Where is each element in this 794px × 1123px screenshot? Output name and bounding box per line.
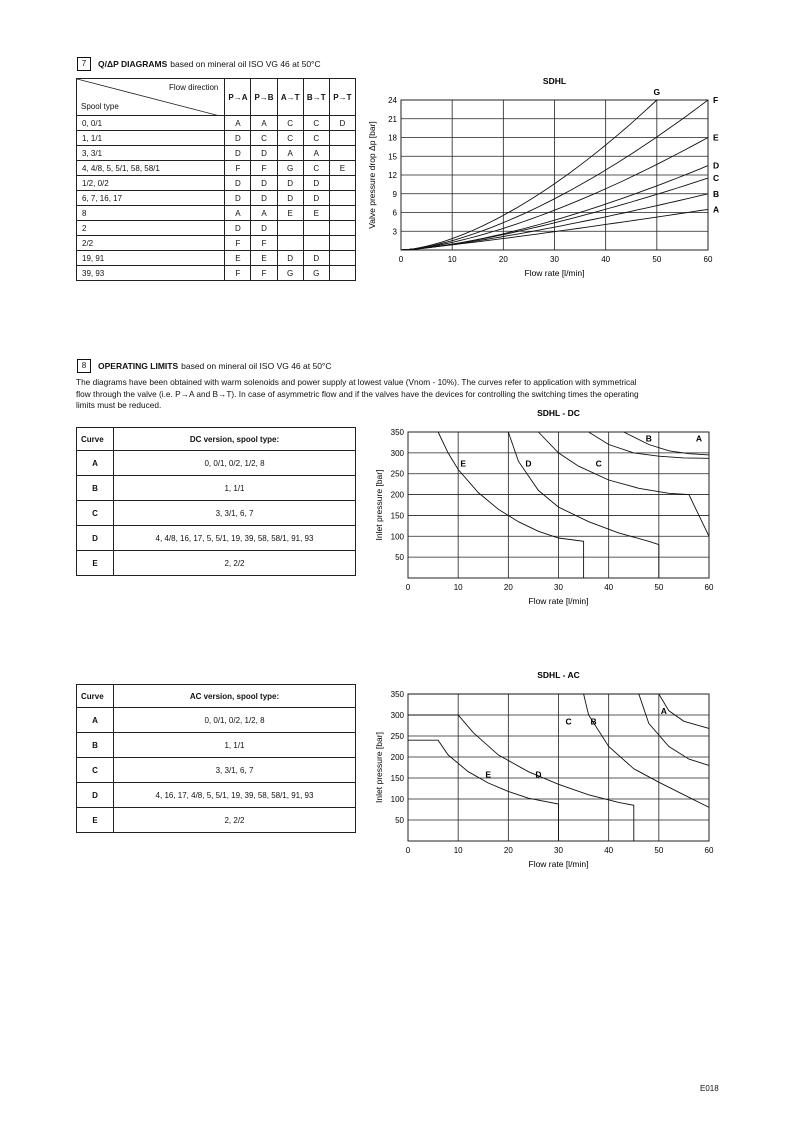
curve-label: E	[713, 132, 719, 143]
x-tick-label: 50	[654, 846, 664, 855]
y-axis-label: Inlet pressure [bar]	[374, 469, 384, 541]
curve-cell: D	[225, 131, 251, 146]
x-axis-label: Flow rate [l/min]	[528, 859, 589, 869]
y-tick-label: 150	[390, 774, 404, 783]
curve-label: C	[595, 458, 602, 469]
spool-type-cell: 2/2	[77, 236, 225, 251]
note-line: flow through the valve (i.e. P→A and B→T). In case of asymmetric flow and if the valves have the devices for controlling the switching times the operating	[76, 388, 639, 399]
chart-title: SDHL	[542, 76, 567, 86]
curve-cell: D	[251, 221, 277, 236]
x-tick-label: 50	[652, 255, 662, 264]
sdhl-chart	[360, 70, 730, 285]
y-tick-label: 250	[390, 732, 404, 741]
curve-cell: D	[277, 191, 303, 206]
table-row	[77, 161, 356, 176]
curve-cell: G	[277, 161, 303, 176]
y-tick-label: 300	[390, 448, 404, 458]
section-number: 7	[77, 57, 91, 71]
curve-header: Curve	[77, 428, 114, 451]
table-row	[77, 266, 356, 281]
spool-type-cell: 1/2, 0/2	[77, 176, 225, 191]
page-code: E018	[700, 1084, 719, 1093]
curve-cell: G	[277, 266, 303, 281]
x-tick-label: 10	[453, 583, 463, 592]
note-line: limits must be reduced.	[76, 400, 162, 410]
table-row	[77, 146, 356, 161]
y-tick-label: 150	[390, 511, 404, 521]
curve-label: C	[713, 173, 720, 184]
curve-cell	[329, 176, 355, 191]
x-tick-label: 40	[604, 846, 614, 855]
curve-cell: D	[225, 146, 251, 161]
table-row	[77, 191, 356, 206]
flow-direction-table	[76, 78, 356, 281]
table-header-row	[77, 79, 356, 116]
spool-type-cell: 39, 93	[77, 266, 225, 281]
curve-letter: E	[77, 551, 114, 576]
curve-label: B	[590, 716, 597, 727]
curve-letter: D	[77, 526, 114, 551]
curve-cell: A	[225, 206, 251, 221]
curve-letter: A	[77, 708, 114, 733]
curve-letter: C	[77, 758, 114, 783]
curve-cell: E	[277, 206, 303, 221]
column-header: P→B	[251, 79, 277, 116]
spool-list: 4, 4/8, 16, 17, 5, 5/1, 19, 39, 58, 58/1, 91, 93	[114, 526, 356, 551]
curve-cell: F	[225, 161, 251, 176]
spool-list: 4, 16, 17, 4/8, 5, 5/1, 19, 39, 58, 58/1, 91, 93	[114, 783, 356, 808]
x-tick-label: 0	[405, 846, 411, 855]
spool-type-cell: 0, 0/1	[77, 116, 225, 131]
table-body	[77, 451, 356, 576]
column-header: A→T	[277, 79, 303, 116]
curve-letter: B	[77, 476, 114, 501]
table-row	[77, 236, 356, 251]
column-header: P→A	[225, 79, 251, 116]
x-tick-label: 10	[447, 255, 457, 264]
curve-cell: A	[303, 146, 329, 161]
curve-letter: C	[77, 501, 114, 526]
curve-cell: D	[225, 221, 251, 236]
corner-top-label: Flow direction	[169, 83, 219, 92]
table-row	[77, 733, 356, 758]
curve-cell: F	[251, 161, 277, 176]
y-tick-label: 18	[388, 133, 397, 143]
curve-cell: A	[277, 146, 303, 161]
x-tick-label: 30	[550, 255, 559, 264]
table-row	[77, 131, 356, 146]
column-header: P→T	[329, 79, 355, 116]
curve-letter: A	[77, 451, 114, 476]
y-tick-label: 9	[392, 189, 397, 199]
y-tick-label: 100	[390, 795, 404, 804]
curve-label: A	[695, 433, 703, 444]
x-tick-label: 40	[604, 583, 614, 592]
curve-cell: G	[303, 266, 329, 281]
table-row	[77, 116, 356, 131]
table-row	[77, 783, 356, 808]
y-tick-label: 50	[395, 816, 404, 825]
y-axis-label: Valve pressure drop Δp [bar]	[367, 121, 377, 229]
curve-e	[408, 740, 559, 841]
table-row	[77, 451, 356, 476]
column-header: B→T	[303, 79, 329, 116]
curve-label: G	[653, 87, 661, 97]
curve-cell: D	[303, 251, 329, 266]
curve-header: Curve	[77, 685, 114, 708]
y-tick-label: 3	[392, 227, 397, 237]
spool-list: 3, 3/1, 6, 7	[114, 758, 356, 783]
curve-cell	[329, 146, 355, 161]
curve-cell: C	[251, 131, 277, 146]
curve-label: D	[525, 458, 532, 469]
y-tick-label: 24	[388, 96, 397, 105]
y-tick-label: 250	[390, 469, 404, 479]
curve-cell: C	[303, 116, 329, 131]
curve-cell: C	[303, 161, 329, 176]
curve-cell: D	[251, 146, 277, 161]
y-tick-label: 21	[388, 114, 397, 124]
table-row	[77, 758, 356, 783]
corner-bottom-label: Spool type	[81, 102, 119, 111]
curve-c	[538, 432, 709, 536]
section-8-header	[77, 359, 331, 373]
spool-list: 3, 3/1, 6, 7	[114, 501, 356, 526]
y-tick-label: 12	[388, 171, 397, 180]
curve-label: B	[645, 433, 652, 444]
spool-type-cell: 1, 1/1	[77, 131, 225, 146]
y-tick-label: 300	[390, 711, 404, 720]
table-body	[77, 116, 356, 281]
table-row	[77, 221, 356, 236]
section-subtitle: based on mineral oil ISO VG 46 at 50°C	[181, 361, 332, 371]
curve-cell	[329, 131, 355, 146]
x-tick-label: 30	[554, 846, 563, 855]
table-body	[77, 708, 356, 833]
spool-list: 2, 2/2	[114, 808, 356, 833]
spool-list: 2, 2/2	[114, 551, 356, 576]
y-tick-label: 200	[390, 753, 404, 762]
y-tick-label: 350	[390, 690, 404, 699]
spool-header: AC version, spool type:	[114, 685, 356, 708]
x-tick-label: 60	[703, 255, 713, 264]
y-tick-label: 50	[395, 553, 404, 563]
table-row	[77, 808, 356, 833]
curve-label: D	[535, 769, 542, 780]
curve-cell	[329, 251, 355, 266]
curve-label: D	[713, 160, 720, 171]
table-row	[77, 251, 356, 266]
table-header-row	[77, 428, 356, 451]
curve-cell: E	[251, 251, 277, 266]
curve-cell: C	[277, 116, 303, 131]
curve-cell	[329, 221, 355, 236]
curve-cell	[303, 236, 329, 251]
curve-cell: F	[251, 266, 277, 281]
spool-list: 1, 1/1	[114, 733, 356, 758]
table-row	[77, 708, 356, 733]
curve-cell: F	[225, 236, 251, 251]
spool-type-cell: 4, 4/8, 5, 5/1, 58, 58/1	[77, 161, 225, 176]
spool-list: 0, 0/1, 0/2, 1/2, 8	[114, 451, 356, 476]
spool-type-cell: 3, 3/1	[77, 146, 225, 161]
table-row	[77, 526, 356, 551]
curve-label: E	[485, 769, 492, 780]
curve-e	[438, 432, 583, 578]
curve-cell: C	[277, 131, 303, 146]
table-row	[77, 476, 356, 501]
table-corner-cell	[77, 79, 225, 116]
curve-cell: A	[251, 206, 277, 221]
curve-cell: D	[251, 176, 277, 191]
curve-cell: C	[303, 131, 329, 146]
curve-cell: A	[251, 116, 277, 131]
curve-cell	[329, 266, 355, 281]
curve-cell: D	[251, 191, 277, 206]
curve-cell	[303, 221, 329, 236]
curve-cell: F	[251, 236, 277, 251]
curve-letter: E	[77, 808, 114, 833]
x-tick-label: 20	[498, 255, 508, 264]
operating-limits-note	[76, 377, 721, 412]
section-number: 8	[77, 359, 91, 373]
x-tick-label: 50	[654, 583, 664, 592]
x-tick-label: 20	[503, 846, 513, 855]
curve-cell	[329, 191, 355, 206]
spool-header: DC version, spool type:	[114, 428, 356, 451]
x-tick-label: 30	[554, 583, 563, 592]
curve-label: A	[713, 204, 720, 215]
chart-title: SDHL - DC	[537, 408, 580, 418]
x-tick-label: 0	[398, 255, 404, 264]
dc-curve-table	[76, 427, 356, 576]
curve-letter: B	[77, 733, 114, 758]
y-tick-label: 100	[390, 532, 404, 542]
curve-label: C	[565, 716, 572, 727]
y-tick-label: 350	[390, 428, 404, 437]
sdhl-ac-chart	[360, 671, 730, 881]
table-row	[77, 206, 356, 221]
curve-label: A	[660, 705, 667, 716]
spool-list: 0, 0/1, 0/2, 1/2, 8	[114, 708, 356, 733]
curve-cell: D	[277, 251, 303, 266]
y-tick-label: 15	[388, 152, 397, 162]
y-tick-label: 200	[390, 490, 404, 500]
x-axis-label: Flow rate [l/min]	[524, 268, 585, 278]
y-axis-label: Inlet pressure [bar]	[374, 732, 384, 803]
x-tick-label: 60	[704, 583, 714, 592]
x-tick-label: 20	[503, 583, 513, 592]
spool-type-cell: 6, 7, 16, 17	[77, 191, 225, 206]
curve-label: E	[460, 458, 467, 469]
ac-curve-table	[76, 684, 356, 833]
spool-type-cell: 2	[77, 221, 225, 236]
table-row	[77, 501, 356, 526]
curve-cell: D	[329, 116, 355, 131]
curve-cell: E	[225, 251, 251, 266]
curve-label: B	[713, 188, 720, 199]
curve-cell: D	[225, 191, 251, 206]
table-header-row	[77, 685, 356, 708]
curve-letter: D	[77, 783, 114, 808]
table-row	[77, 551, 356, 576]
curve-cell	[277, 221, 303, 236]
chart-title: SDHL - AC	[537, 671, 580, 680]
curve-cell	[329, 236, 355, 251]
curve-cell: D	[303, 191, 329, 206]
section-title: OPERATING LIMITS	[98, 361, 179, 371]
curve-cell: D	[303, 176, 329, 191]
curve-cell	[329, 206, 355, 221]
spool-type-cell: 8	[77, 206, 225, 221]
curve-cell	[277, 236, 303, 251]
sdhl-dc-chart	[360, 408, 730, 618]
x-tick-label: 40	[601, 255, 611, 264]
curve-label: F	[713, 95, 719, 105]
curve-cell: E	[303, 206, 329, 221]
curve-cell: D	[225, 176, 251, 191]
table-row	[77, 176, 356, 191]
y-tick-label: 6	[392, 208, 397, 218]
x-tick-label: 60	[704, 846, 714, 855]
x-tick-label: 10	[453, 846, 463, 855]
curve-cell: A	[225, 116, 251, 131]
spool-type-cell: 19, 91	[77, 251, 225, 266]
curve-cell: D	[277, 176, 303, 191]
spool-list: 1, 1/1	[114, 476, 356, 501]
curve-cell: E	[329, 161, 355, 176]
curve-cell: F	[225, 266, 251, 281]
section-subtitle: based on mineral oil ISO VG 46 at 50°C	[170, 59, 321, 69]
note-line: The diagrams have been obtained with warm solenoids and power supply at lowest value (Vnom - 10%). The curves refer to application with symmetrical	[76, 377, 637, 387]
section-title: Q/ΔP DIAGRAMS	[98, 59, 168, 69]
x-tick-label: 0	[405, 583, 411, 592]
x-axis-label: Flow rate [l/min]	[528, 596, 589, 606]
section-7-header	[77, 57, 321, 71]
